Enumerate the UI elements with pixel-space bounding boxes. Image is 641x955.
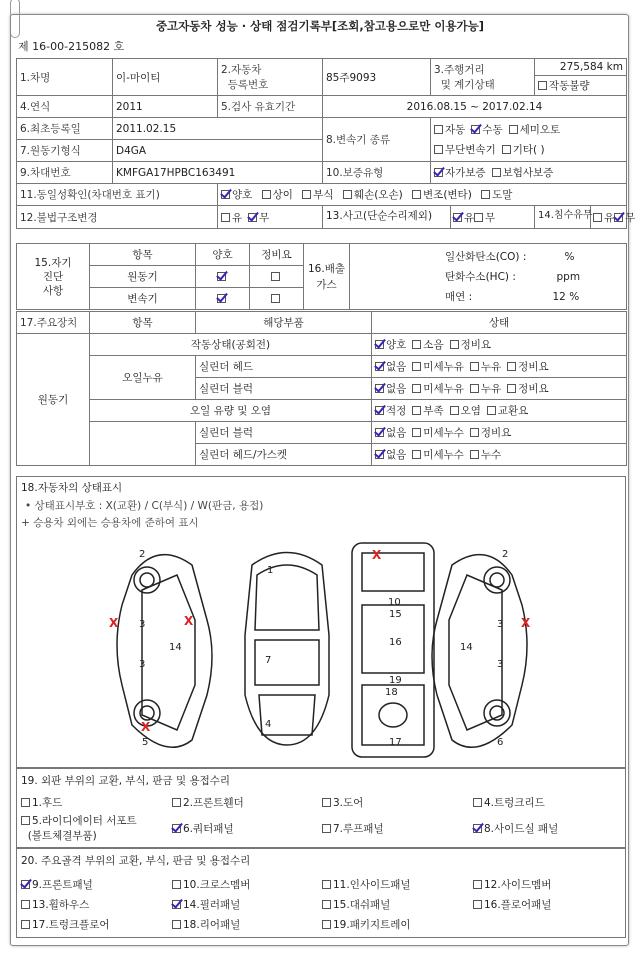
value-vin: KMFGA17HPBC163491 xyxy=(113,162,323,184)
cb-s19-8[interactable] xyxy=(473,824,482,833)
state-oil: 적정 부족 오염 교환요 xyxy=(372,400,627,422)
svg-text:2: 2 xyxy=(502,549,509,560)
s19-title: 19. 외판 부위의 교환, 부식, 판금 및 용접수리 xyxy=(21,775,231,787)
checkbox-self[interactable] xyxy=(434,168,443,177)
mark-right-pillar: X xyxy=(521,616,531,630)
value-year: 2011 xyxy=(113,96,218,118)
checkbox-flood-no[interactable] xyxy=(614,213,623,222)
label-car-name: 1.차명 xyxy=(17,59,113,96)
cb-s20-15[interactable] xyxy=(322,900,331,909)
value-first-reg: 2011.02.15 xyxy=(113,118,323,140)
cb-gasket-2[interactable] xyxy=(412,450,421,459)
cb-head-4[interactable] xyxy=(507,362,516,371)
label-warranty: 10.보증유형 xyxy=(323,162,431,184)
identity-options: 양호 상이 부식 훼손(오손) 변조(변타) 도말 xyxy=(218,184,627,206)
s18-note: + 승용차 외에는 승용차에 준하여 표시 xyxy=(21,517,199,529)
cb-s19-5[interactable] xyxy=(21,816,30,825)
cb-idle-2[interactable] xyxy=(412,340,421,349)
svg-text:3: 3 xyxy=(139,619,146,630)
cb-block2-2[interactable] xyxy=(412,428,421,437)
svg-text:1: 1 xyxy=(267,565,274,576)
cb-oil-3[interactable] xyxy=(450,406,459,415)
transmission-options: 자동 수동 세미오토 무단변속기 기타( ) xyxy=(431,118,627,162)
label-illegal-mod: 12.불법구조변경 xyxy=(17,206,218,229)
checkbox-id-diff[interactable] xyxy=(262,190,271,199)
flood-cell: 14.침수유무 유 무 xyxy=(535,206,627,229)
checkbox-mod-yes[interactable] xyxy=(221,213,230,222)
cb-gasket-3[interactable] xyxy=(470,450,479,459)
cb-gasket-1[interactable] xyxy=(375,450,384,459)
checkbox-id-alter[interactable] xyxy=(412,190,421,199)
cb-idle-1[interactable] xyxy=(375,340,384,349)
cb-s19-2[interactable] xyxy=(172,798,181,807)
cb-idle-3[interactable] xyxy=(450,340,459,349)
cb-s20-16[interactable] xyxy=(473,900,482,909)
emission-values: 일산화탄소(CO) : % 탄화수소(HC) : ppm 매연 : 12 % xyxy=(350,244,627,310)
cb-s19-3[interactable] xyxy=(322,798,331,807)
svg-text:3: 3 xyxy=(139,659,146,670)
cb-oil-1[interactable] xyxy=(375,406,384,415)
state-head: 없음 미세누유 누유 정비요 xyxy=(372,356,627,378)
cb-head-2[interactable] xyxy=(412,362,421,371)
section-20: 20. 주요골격 부위의 교환, 부식, 판금 및 용접수리 9.프론트패널 10.크로스멤버 11.인사이드패널 12.사이드멤버 13.휠하우스 14.필러패널 15.대쉬패널 16.플로어패널 17.트렁크플로어 18.리어패널 19.패키지트레이 xyxy=(16,848,626,938)
value-reg-no: 85주9093 xyxy=(323,59,431,96)
label-vin: 9.차대번호 xyxy=(17,162,113,184)
col-part: 해당부품 xyxy=(196,312,372,334)
label-major-device: 17.주요장치 xyxy=(17,312,90,334)
cb-s19-1[interactable] xyxy=(21,798,30,807)
svg-text:2: 2 xyxy=(139,549,146,560)
svg-text:14: 14 xyxy=(169,642,182,653)
s18-legend: • 상태표시부호 : X(교환) / C(부식) / W(판금, 용접) xyxy=(25,500,264,512)
label-identity: 11.동일성확인(차대번호 표기) xyxy=(17,184,218,206)
checkbox-engine-repair[interactable] xyxy=(271,272,280,281)
cb-s19-7[interactable] xyxy=(322,824,331,833)
section-18 xyxy=(16,476,626,768)
value-car-name: 이-마이티 xyxy=(113,59,218,96)
part-block: 실린더 블럭 xyxy=(196,378,372,400)
label-emission: 16.배출 가스 xyxy=(304,244,350,310)
mark-left-pillar: X xyxy=(109,616,119,630)
checkbox-flood-yes[interactable] xyxy=(593,213,602,222)
svg-text:3: 3 xyxy=(497,659,504,670)
state-block2: 없음 미세누수 정비요 xyxy=(372,422,627,444)
cb-s20-9[interactable] xyxy=(21,880,30,889)
cb-block-4[interactable] xyxy=(507,384,516,393)
illegal-mod-options: 유 무 xyxy=(218,206,323,229)
checkbox-id-good[interactable] xyxy=(221,190,230,199)
svg-text:4: 4 xyxy=(265,719,272,730)
cb-oil-4[interactable] xyxy=(487,406,496,415)
col-item2: 항목 xyxy=(90,312,196,334)
cb-s19-4[interactable] xyxy=(473,798,482,807)
value-inspection: 2016.08.15 ~ 2017.02.14 xyxy=(323,96,627,118)
label-transmission: 8.변속기 종류 xyxy=(323,118,431,162)
engine-category: 원동기 xyxy=(17,334,90,466)
checkbox-semi[interactable] xyxy=(509,125,518,134)
cb-s20-18[interactable] xyxy=(172,920,181,929)
svg-text:18: 18 xyxy=(385,687,398,698)
label-engine-type: 7.원동기형식 xyxy=(17,140,113,162)
svg-text:16: 16 xyxy=(389,637,402,648)
svg-text:14: 14 xyxy=(460,642,473,653)
label-mileage: 3.주행거리 및 계기상태 xyxy=(431,59,535,96)
cb-s20-10[interactable] xyxy=(172,880,181,889)
checkbox-acc-yes[interactable] xyxy=(453,213,462,222)
svg-text:5: 5 xyxy=(142,737,149,748)
cb-block2-3[interactable] xyxy=(470,428,479,437)
accident-cell: 13.사고(단순수리제외) 유 무 xyxy=(323,206,535,229)
cb-block2-1[interactable] xyxy=(375,428,384,437)
state-idle: 양호 소음 정비요 xyxy=(372,334,627,356)
part-idle: 작동상태(공회전) xyxy=(90,334,372,356)
mark-left-door: X xyxy=(184,614,194,628)
state-gasket: 없음 미세누수 누수 xyxy=(372,444,627,466)
checkbox-trans-good[interactable] xyxy=(217,294,226,303)
doc-number: 제 16-00-215082 호 xyxy=(18,40,125,53)
value-mileage: 275,584 km 작동불량 xyxy=(535,59,627,96)
warranty-options: 자가보증 보험사보증 xyxy=(431,162,627,184)
cb-s20-14[interactable] xyxy=(172,900,181,909)
svg-text:19: 19 xyxy=(389,675,402,686)
mark-front-panel: X xyxy=(372,548,382,562)
cb-block-1[interactable] xyxy=(375,384,384,393)
s18-title: 18.자동차의 상태표시 xyxy=(21,482,123,494)
part-gasket: 실린더 헤드/가스켓 xyxy=(196,444,372,466)
checkbox-manual[interactable] xyxy=(471,125,480,134)
col-state: 상태 xyxy=(372,312,627,334)
label-first-reg: 6.최초등록일 xyxy=(17,118,113,140)
cb-s20-19[interactable] xyxy=(322,920,331,929)
cb-s20-17[interactable] xyxy=(21,920,30,929)
label-year: 4.연식 xyxy=(17,96,113,118)
svg-text:6: 6 xyxy=(497,737,504,748)
checkbox-auto[interactable] xyxy=(434,125,443,134)
checkbox-id-damage[interactable] xyxy=(343,190,352,199)
checkbox-etc[interactable] xyxy=(502,145,511,154)
checkbox-engine-good[interactable] xyxy=(217,272,226,281)
value-engine-type: D4GA xyxy=(113,140,323,162)
row-engine: 원동기 xyxy=(90,266,196,288)
info-table xyxy=(16,58,636,229)
cb-head-3[interactable] xyxy=(470,362,479,371)
cb-block-2[interactable] xyxy=(412,384,421,393)
part-oil: 오일 유량 및 오염 xyxy=(90,400,372,422)
cb-head-1[interactable] xyxy=(375,362,384,371)
s20-title: 20. 주요골격 부위의 교환, 부식, 판금 및 용접수리 xyxy=(21,855,251,867)
doc-title: 중고자동차 성능 · 상태 점검기록부[조회,참고용으로만 이용가능] xyxy=(155,19,485,33)
checkbox-broken[interactable] xyxy=(538,81,547,90)
oil-leak-label: 오일누유 xyxy=(90,356,196,400)
checkbox-mod-no[interactable] xyxy=(248,213,257,222)
col-repair: 정비요 xyxy=(250,244,304,266)
cb-s20-13[interactable] xyxy=(21,900,30,909)
cb-s20-11[interactable] xyxy=(322,880,331,889)
row-trans: 변속기 xyxy=(90,288,196,310)
svg-text:7: 7 xyxy=(265,655,272,666)
svg-text:17: 17 xyxy=(389,737,402,748)
col-item: 항목 xyxy=(90,244,196,266)
cb-s20-12[interactable] xyxy=(473,880,482,889)
label-reg-no: 2.자동차 등록번호 xyxy=(218,59,323,96)
state-block: 없음 미세누유 누유 정비요 xyxy=(372,378,627,400)
checkbox-id-paint[interactable] xyxy=(481,190,490,199)
svg-text:3: 3 xyxy=(497,619,504,630)
section-19: 19. 외판 부위의 교환, 부식, 판금 및 용접수리 1.후드 2.프론트휀더 3.도어 4.트렁크리드 5.라이디에이터 서포트 (볼트체결부품) 6.쿼터패널 7.루프패널 8.사이드실 패널 xyxy=(16,768,626,848)
cb-block-3[interactable] xyxy=(470,384,479,393)
checkbox-trans-repair[interactable] xyxy=(271,294,280,303)
part-block2: 실린더 블럭 xyxy=(196,422,372,444)
cb-s19-6[interactable] xyxy=(172,824,181,833)
checkbox-id-rust[interactable] xyxy=(302,190,311,199)
svg-text:10: 10 xyxy=(388,597,401,608)
car-diagram xyxy=(17,535,627,765)
checkbox-acc-no[interactable] xyxy=(474,213,483,222)
major-device-table xyxy=(16,311,627,466)
part-head: 실린더 헤드 xyxy=(196,356,372,378)
label-inspection: 5.검사 유효기간 xyxy=(218,96,323,118)
mark-quarter: X xyxy=(141,720,151,734)
label-selfdiag: 15.자기 진단 사항 xyxy=(17,244,90,310)
col-good: 양호 xyxy=(196,244,250,266)
svg-text:15: 15 xyxy=(389,609,402,620)
checkbox-cvt[interactable] xyxy=(434,145,443,154)
checkbox-ins[interactable] xyxy=(492,168,501,177)
cb-oil-2[interactable] xyxy=(412,406,421,415)
selfdiag-table xyxy=(16,243,627,310)
